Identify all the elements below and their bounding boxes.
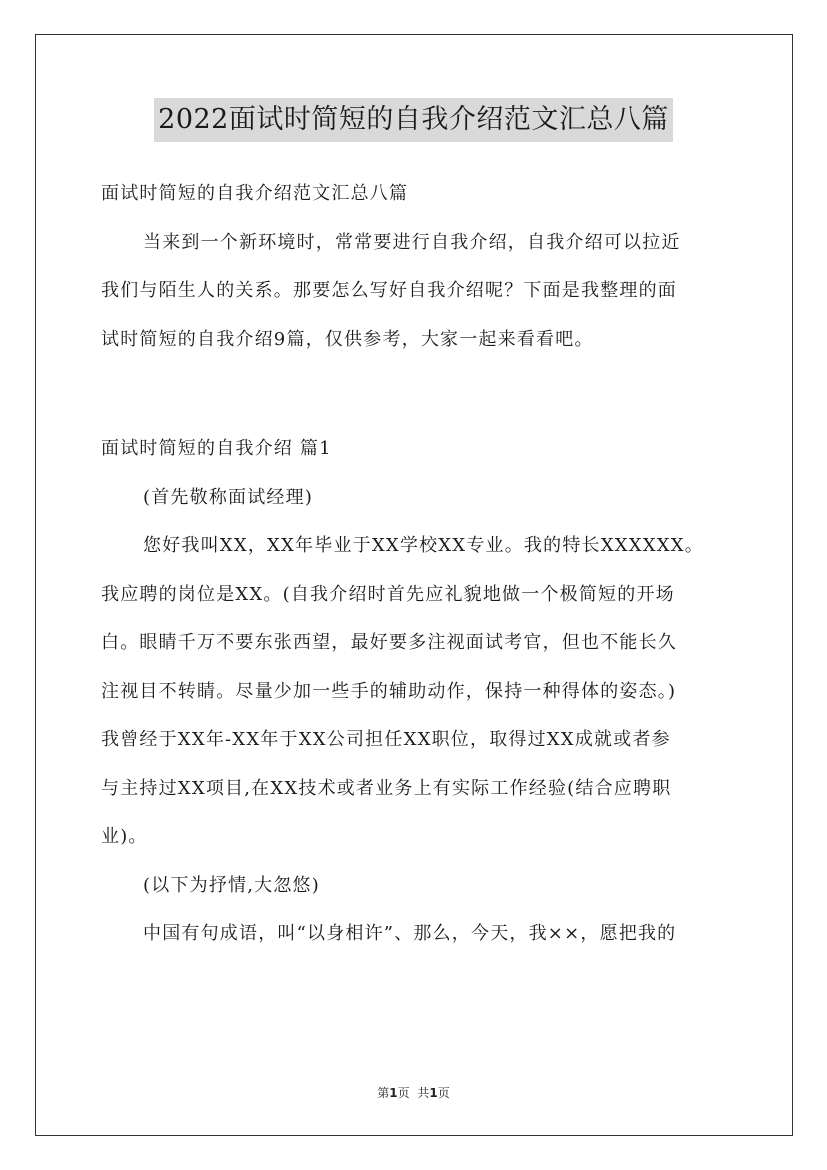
page-label-prefix: 第: [377, 1086, 390, 1100]
section-heading: 面试时简短的自我介绍 篇1: [101, 438, 332, 459]
paragraph-line: (以下为抒情,大忽悠): [143, 874, 320, 896]
paragraph-line: 中国有句成语，叫“以身相许”、那么，今天，我××，愿把我的: [143, 923, 677, 944]
document-title-text: 2022面试时简短的自我介绍范文汇总八篇: [154, 98, 673, 142]
paragraph-line: 您好我叫XX，XX年毕业于XX学校XX专业。我的特长XXXXXX。: [143, 535, 705, 556]
subtitle-line: 面试时简短的自我介绍范文汇总八篇: [101, 183, 409, 204]
total-label-prefix: 共: [417, 1086, 430, 1100]
document-body: [101, 170, 729, 959]
total-label-suffix: 页: [437, 1086, 450, 1100]
paragraph-line: 我应聘的岗位是XX。(自我介绍时首先应礼貌地做一个极简短的开场: [101, 583, 675, 605]
page-label-suffix: 页: [397, 1086, 410, 1100]
paragraph-line: 当来到一个新环境时，常常要进行自我介绍，自我介绍可以拉近: [143, 231, 681, 253]
paragraph-line: 白。眼睛千万不要东张西望，最好要多注视面试考官，但也不能长久: [101, 632, 677, 653]
paragraph-gap: [101, 364, 729, 425]
paragraph-line: 试时简短的自我介绍9篇，仅供参考，大家一起来看看吧。: [101, 328, 594, 350]
paragraph-line: (首先敬称面试经理): [143, 486, 314, 508]
paragraph-line: 我曾经于XX年-XX年于XX公司担任XX职位，取得过XX成就或者参: [101, 729, 671, 750]
paragraph-line: 注视目不转睛。尽量少加一些手的辅助动作，保持一种得体的姿态。): [101, 680, 677, 702]
page-number: 1: [389, 1086, 398, 1100]
document-title: [0, 98, 827, 142]
total-pages: 1: [429, 1086, 438, 1100]
paragraph-line: 业)。: [101, 826, 148, 847]
paragraph-line: 我们与陌生人的关系。那要怎么写好自我介绍呢？下面是我整理的面: [101, 280, 677, 301]
page-footer: [0, 1084, 827, 1101]
paragraph-line: 与主持过XX项目,在XX技术或者业务上有实际工作经验(结合应聘职: [101, 777, 672, 799]
